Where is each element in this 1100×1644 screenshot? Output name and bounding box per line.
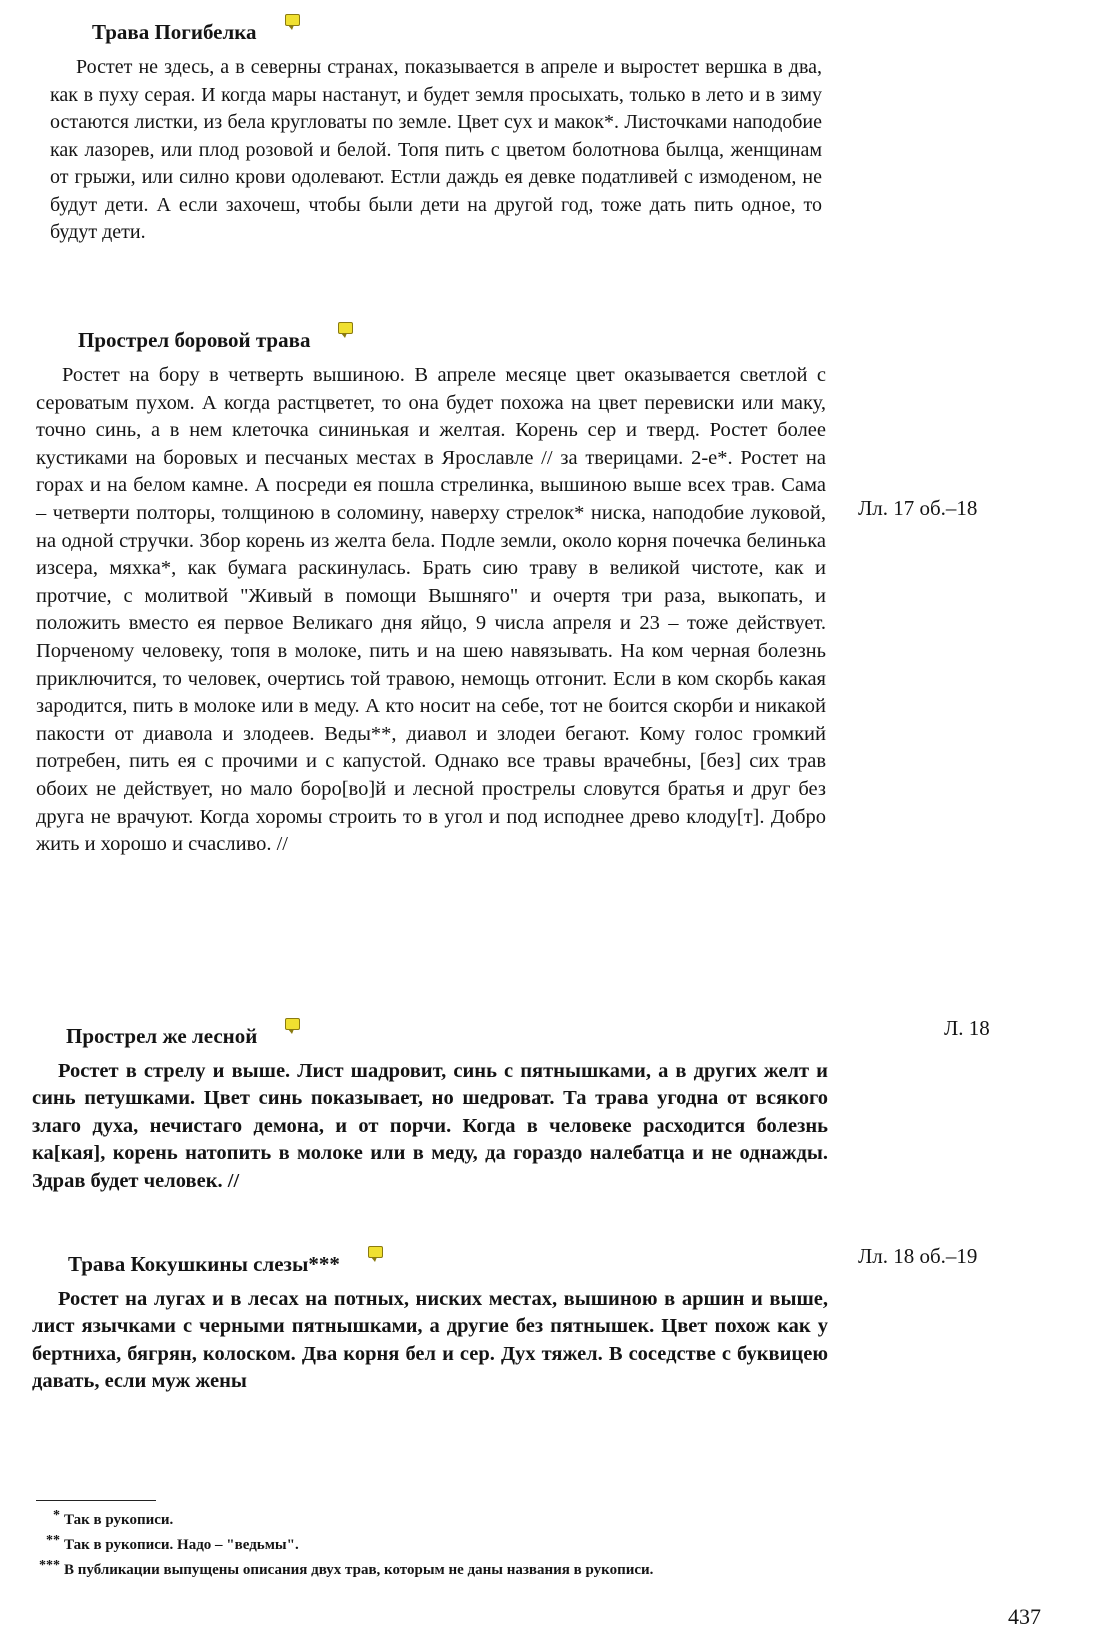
footnote-mark: *** <box>39 1558 60 1573</box>
section-heading <box>50 18 822 46</box>
section-kokushkiny-slezy <box>32 1250 828 1396</box>
sticky-note-icon[interactable] <box>338 322 353 334</box>
footnote-mark: ** <box>46 1533 60 1548</box>
section-title: Прострел же лесной <box>66 1024 258 1048</box>
section-body: Ростет в стрелу и выше. Лист шадровит, синь с пятнышками, а в других желт и синь петушками. Цвет синь показывает, но шедроват. Та трава угодна от всякого злаго духа, нечистаго демона, и от порчи. Когда в человеке расходится болезнь ка[кая], корень натопить в молоке или в меду, да гораздо налебатца и не однажды. Здрав будет человек. // <box>32 1060 828 1192</box>
footnote <box>36 1533 906 1558</box>
margin-ref-folio: Лл. 17 об.–18 <box>858 496 978 520</box>
sticky-note-icon[interactable] <box>285 14 300 26</box>
section-prostrel-borovoy <box>36 326 826 859</box>
section-heading <box>32 1022 828 1050</box>
section-title: Трава Погибелка <box>92 20 257 44</box>
sticky-note-icon[interactable] <box>285 1018 300 1030</box>
page-number: 437 <box>1008 1604 1041 1629</box>
section-title: Трава Кокушкины слезы*** <box>68 1252 340 1276</box>
footnote-mark: * <box>53 1508 60 1523</box>
section-body: Ростет на бору в четверть вышиною. В апреле месяце цвет оказывается светлой с сероватым пухом. А когда растцветет, то она будет похожа на цвет перевиски или маку, точно синь, а в нем клеточка сининькая и желтая. Корень сер и тверд. Ростет более кустиками на боровых и песчаных местах в Ярославле // за тверицами. 2-е*. Ростет на горах и на белом камне. А посреди ея пошла стрелинка, вышиною выше всех трав. Сама – четверти полторы, толщиною в соломину, наверху стрелок* ниска, наподобие луковой, на одной стручки. Збор корень из желта бела. Подле земли, около корня почечка белинька изсера, мяхка*, как бумага раскинулась. Брать сию траву в великой чистоте, как и протчие, с молитвой "Живый в помощи Вышняго" и очертя три раза, выкопать, и положить вместо ея первое Великаго дня яйцо, 9 числа апреля и 23 – тоже действует. Порченому человеку, топя в молоке, пить и на шею навязывать. На ком черная болезнь приключится, то человек, очертись той травою, немощь отгонит. Если в ком скорбь какая зародится, пить в молоке или в меду. А кто носит на себе, тот не боится скорби и никакой пакости от диавола и злодеев. Веды**, диавол и злодеи бегают. Кому голос громкий потребен, пить ея с прочими и с капустой. Однако все травы врачебны, [без] сих трав обоих не действует, но мало боро[во]й и лесной прострелы словутся братья и друг без друга не врачуют. Когда хоромы строить то в угол и под исподнее древо клоду[т]. Добро жить и хорошо и счасливо. // <box>36 364 826 856</box>
footnote <box>36 1508 906 1533</box>
section-body: Ростет не здесь, а в северны странах, показывается в апреле и выростет вершка в два, как в пуху серая. И когда мары настанут, и будет земля просыхать, только в лето и в зиму остаются листки, из бела кругловаты по земле. Цвет сух и макок*. Листочками наподобие как лазорев, или плод розовой и белой. Топя пить с цветом болотнова былца, женщинам от грыжи, или силно крови одолевают. Естли даждь ея девке податливей с измоденом, не будут дети. А если захочеш, чтобы были дети на другой год, тоже дать пить одное, то будут дети. <box>50 56 822 243</box>
footnotes <box>36 1508 906 1583</box>
section-heading <box>36 326 826 354</box>
section-heading <box>32 1250 828 1278</box>
section-pogibelka <box>50 18 822 247</box>
footnote-text: Так в рукописи. <box>64 1512 174 1528</box>
footnote <box>36 1558 906 1583</box>
margin-ref-folio: Лл. 18 об.–19 <box>858 1244 978 1268</box>
section-title: Прострел боровой трава <box>78 328 311 352</box>
footnote-separator <box>36 1500 156 1501</box>
sticky-note-icon[interactable] <box>368 1246 383 1258</box>
margin-ref-folio: Л. 18 <box>944 1016 990 1040</box>
section-prostrel-lesnoy <box>32 1022 828 1195</box>
footnote-text: Так в рукописи. Надо – "ведьмы". <box>64 1537 299 1553</box>
section-body: Ростет на лугах и в лесах на потных, ниских местах, вышиною в аршин и выше, лист язычками с черными пятнышками, а другие без пятнышек. Цвет похож как у бертниха, бягрян, колоском. Два корня бел и сер. Дух тяжел. В соседстве с буквицею давать, если муж жены <box>32 1288 828 1393</box>
footnote-text: В публикации выпущены описания двух трав, которым не даны названия в рукописи. <box>64 1562 654 1578</box>
